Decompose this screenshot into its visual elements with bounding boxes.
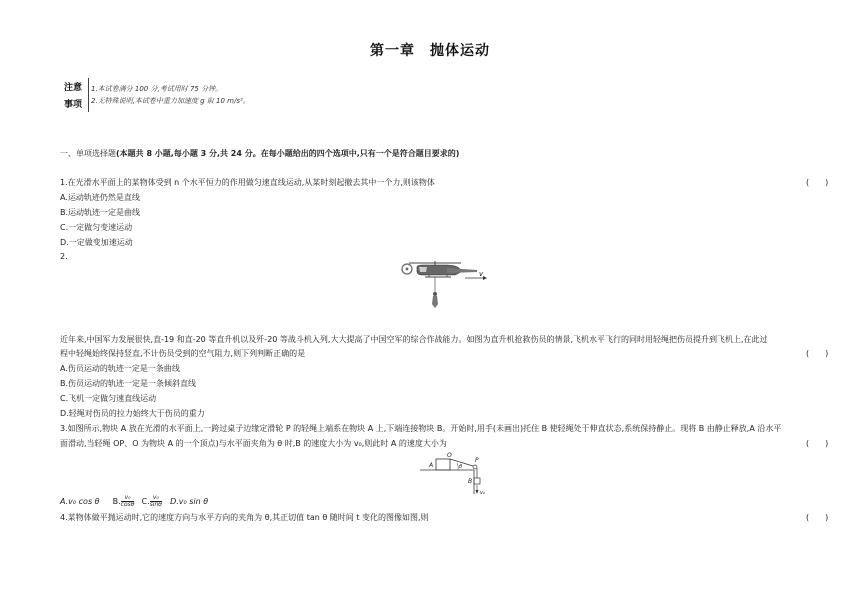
block-a-label: A [429, 462, 434, 469]
page-title: 第一章 抛体运动 [370, 43, 490, 59]
q1-option-c: C.一定做匀变速运动 [60, 223, 133, 232]
q1-option-d: D.一定做变加速运动 [60, 238, 133, 247]
q2-option-d: D.轻绳对伤员的拉力始终大于伤员的重力 [60, 409, 205, 418]
q1-answer-bracket: ( ) [806, 178, 829, 187]
notes-item-1: 1.本试卷满分 100 分,考试用时 75 分钟。 [91, 85, 223, 93]
q2-option-b: B.伤员运动的轨迹一定是一条倾斜直线 [60, 379, 197, 388]
notes-label-top: 注意 [64, 83, 83, 93]
q3-option-c-prefix: C. [141, 497, 150, 506]
q2-number: 2. [60, 252, 68, 261]
angle-theta-label: θ [459, 464, 463, 470]
q3-options [60, 495, 208, 508]
section-intro: 一、单项选择题 [60, 149, 116, 158]
q1-option-b: B.运动轨迹一定是曲线 [60, 208, 141, 217]
pulley-figure [418, 448, 498, 496]
q2-option-a: A.伤员运动的轨迹一定是一条曲线 [60, 364, 180, 373]
q3-answer-bracket: ( ) [806, 439, 829, 448]
notes-item-2: 2.无特殊说明,本试卷中重力加速度 g 取 10 m/s²。 [91, 97, 250, 105]
q3-option-c-fraction [150, 495, 162, 508]
q4-answer-bracket: ( ) [806, 513, 829, 522]
velocity-label: v [479, 270, 484, 278]
velocity-arrow-icon [465, 276, 487, 280]
notes-label-bottom: 事项 [64, 100, 83, 110]
q3-option-c-denominator: sinθ [149, 501, 162, 508]
section-heading [60, 148, 459, 159]
q3-option-b-denominator: cosθ [120, 501, 135, 508]
q4-stem: 4.某物体做平抛运动时,它的速度方向与水平方向的夹角为 θ,其正切值 tan θ 随时间 t 变化的图像如图,则 [60, 513, 429, 522]
q3-option-a: A.v₀ cos θ [60, 497, 100, 506]
q3-stem-line-1: 3.如图所示,物块 A 放在光滑的水平面上,一跨过桌子边缘定滑轮 P 的轻绳上端系在物块 A 上,下端连接物块 B。开始时,用手(未画出)托住 B 使轻绳处于伸直状态,系统保持静止。现将 B 由静止释放,A 沿水平 [60, 424, 782, 433]
block-b-label: B [468, 478, 473, 485]
q2-option-c: C.飞机一定做匀速直线运动 [60, 394, 157, 403]
q3-option-b-prefix: B. [112, 497, 121, 506]
q2-answer-bracket: ( ) [806, 349, 829, 358]
q2-stem-line-1: 近年来,中国军力发展很快,直-19 和直-20 等直升机以及歼-20 等战斗机入列,大大提高了中国空军的综合作战能力。如图为直升机抢救伤员的情景,飞机水平飞行的同时用轻绳把伤员提升到飞机上,在此过 [60, 335, 768, 344]
speed-v0-label: v₀ [480, 490, 485, 496]
q3-stem-line-2: 面滑动,当轻绳 OP、O 为物块 A 的一个顶点)与水平面夹角为 θ 时,B 的速度大小为 v₀,则此时 A 的速度大小为 [60, 439, 447, 448]
q1-option-a: A.运动轨迹仍然是直线 [60, 193, 140, 202]
vertex-o-label: O [447, 452, 452, 459]
section-rules: (本题共 8 小题,每小题 3 分,共 24 分。在每小题给出的四个选项中,只有一个是符合题目要求的) [116, 149, 460, 158]
helicopter-drawing [402, 261, 477, 308]
helicopter-figure [395, 258, 495, 320]
q3-option-b-numerator: v₀ [121, 495, 135, 502]
pulley-p-label: P [475, 457, 479, 464]
q3-option-d: D.v₀ sin θ [170, 497, 209, 506]
notes-divider [88, 78, 89, 112]
q3-option-c-numerator: v₀ [150, 495, 162, 502]
q1-stem: 1.在光滑水平面上的某物体受到 n 个水平恒力的作用做匀速直线运动,从某时刻起撤去其中一个力,则该物体 [60, 178, 435, 187]
q3-option-b-fraction [121, 495, 135, 508]
q2-stem-line-2: 程中轻绳始终保持竖直,不计伤员受到的空气阻力,则下列判断正确的是 [60, 349, 306, 358]
